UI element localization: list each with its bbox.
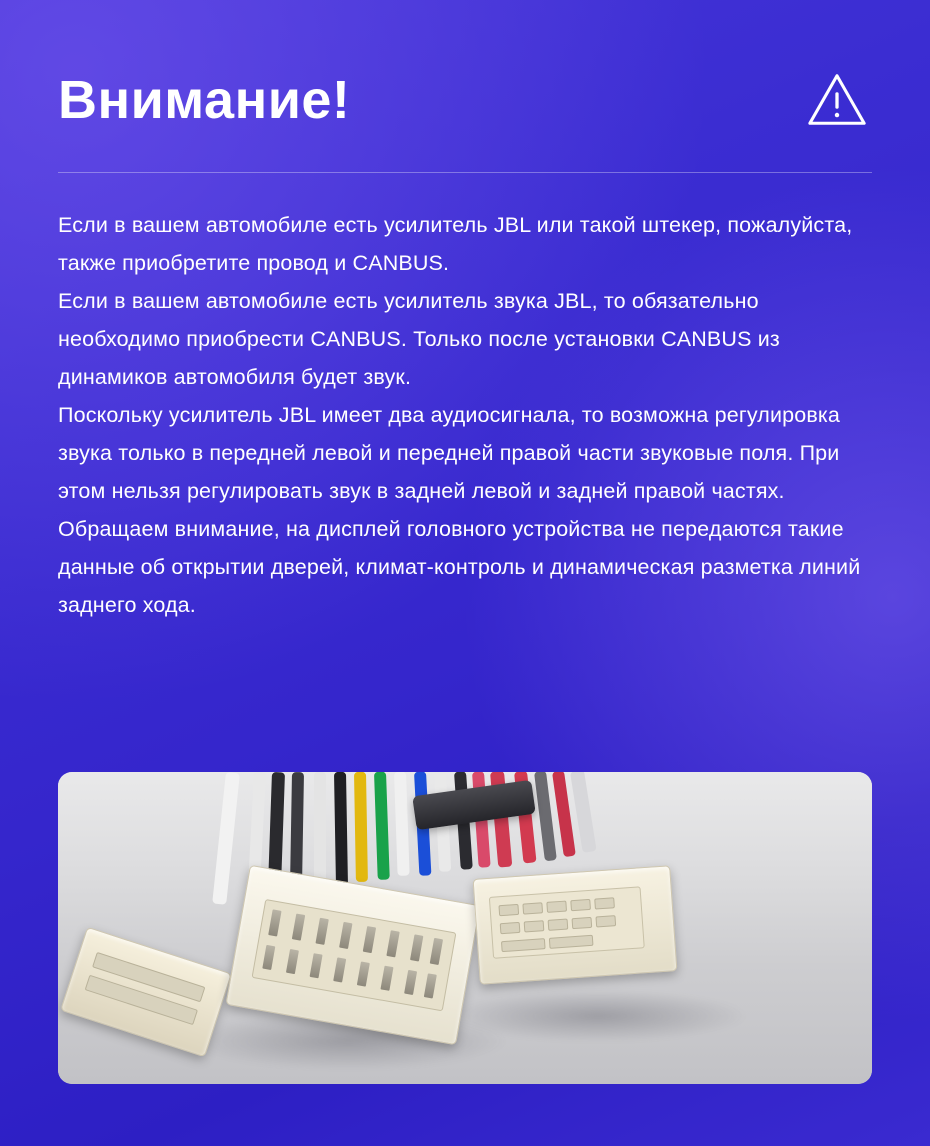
plug-slot <box>595 915 616 927</box>
notice-paragraph: Обращаем внимание, на дисплей головного устройства не передаются такие данные об открытии дверей, климат-контроль и динамическая разметка линий заднего хода. <box>58 517 861 617</box>
plug-slot <box>549 935 594 949</box>
wiring-harness-connectors-photo <box>58 772 872 1084</box>
wire-yellow <box>354 772 368 882</box>
plug-slot <box>594 897 615 909</box>
notice-paragraph: Поскольку усилитель JBL имеет два аудиосигнала, то возможна регулировка звука только в передней левой и передней правой части звуковые поля. При этом нельзя регулировать звук в задней левой и задней правой частях. <box>58 403 841 503</box>
notice-body <box>58 206 876 624</box>
connector-pin <box>357 961 370 986</box>
connector-pin <box>410 934 423 961</box>
wire-white <box>314 772 326 888</box>
connector-pin <box>292 914 305 941</box>
plug-slot <box>524 920 545 932</box>
connector-pin <box>268 909 281 936</box>
connector-pin <box>310 953 323 978</box>
notice-paragraph: Если в вашем автомобиле есть усилитель JBL или такой штекер, пожалуйста, также приобретите провод и CANBUS. <box>58 213 853 275</box>
connector-pin <box>404 970 417 995</box>
page-title: Внимание! <box>58 70 351 130</box>
plug-slot <box>501 938 546 952</box>
warning-triangle-icon <box>806 69 868 131</box>
photo-shadow <box>448 990 748 1042</box>
notice-paragraph: Если в вашем автомобиле есть усилитель звука JBL, то обязательно необходимо приобрести CANBUS. Только после установки CANBUS из динамиков автомобиля будет звук. <box>58 289 780 389</box>
connector-pin <box>386 930 399 957</box>
page-header <box>58 46 872 154</box>
wire-black <box>334 772 348 892</box>
connector-pin <box>380 966 393 991</box>
right-connector-face <box>489 886 645 958</box>
plug-slot <box>546 901 567 913</box>
plug-slot <box>570 899 591 911</box>
main-connector-face <box>252 899 457 1011</box>
connector-pin <box>315 918 328 945</box>
connector-pin <box>339 922 352 949</box>
connector-pin <box>363 926 376 953</box>
header-divider <box>58 172 872 173</box>
plug-slot <box>498 904 519 916</box>
plug-slot <box>522 902 543 914</box>
plug-slot <box>500 922 521 934</box>
ivory-plug-right <box>473 865 678 985</box>
plug-slot <box>548 919 569 931</box>
connector-pin <box>430 938 443 965</box>
connector-pin <box>333 957 346 982</box>
connector-pin <box>262 945 275 970</box>
connector-pin <box>286 949 299 974</box>
wire-black <box>290 772 304 884</box>
plug-slot <box>572 917 593 929</box>
connector-pin <box>424 973 437 998</box>
